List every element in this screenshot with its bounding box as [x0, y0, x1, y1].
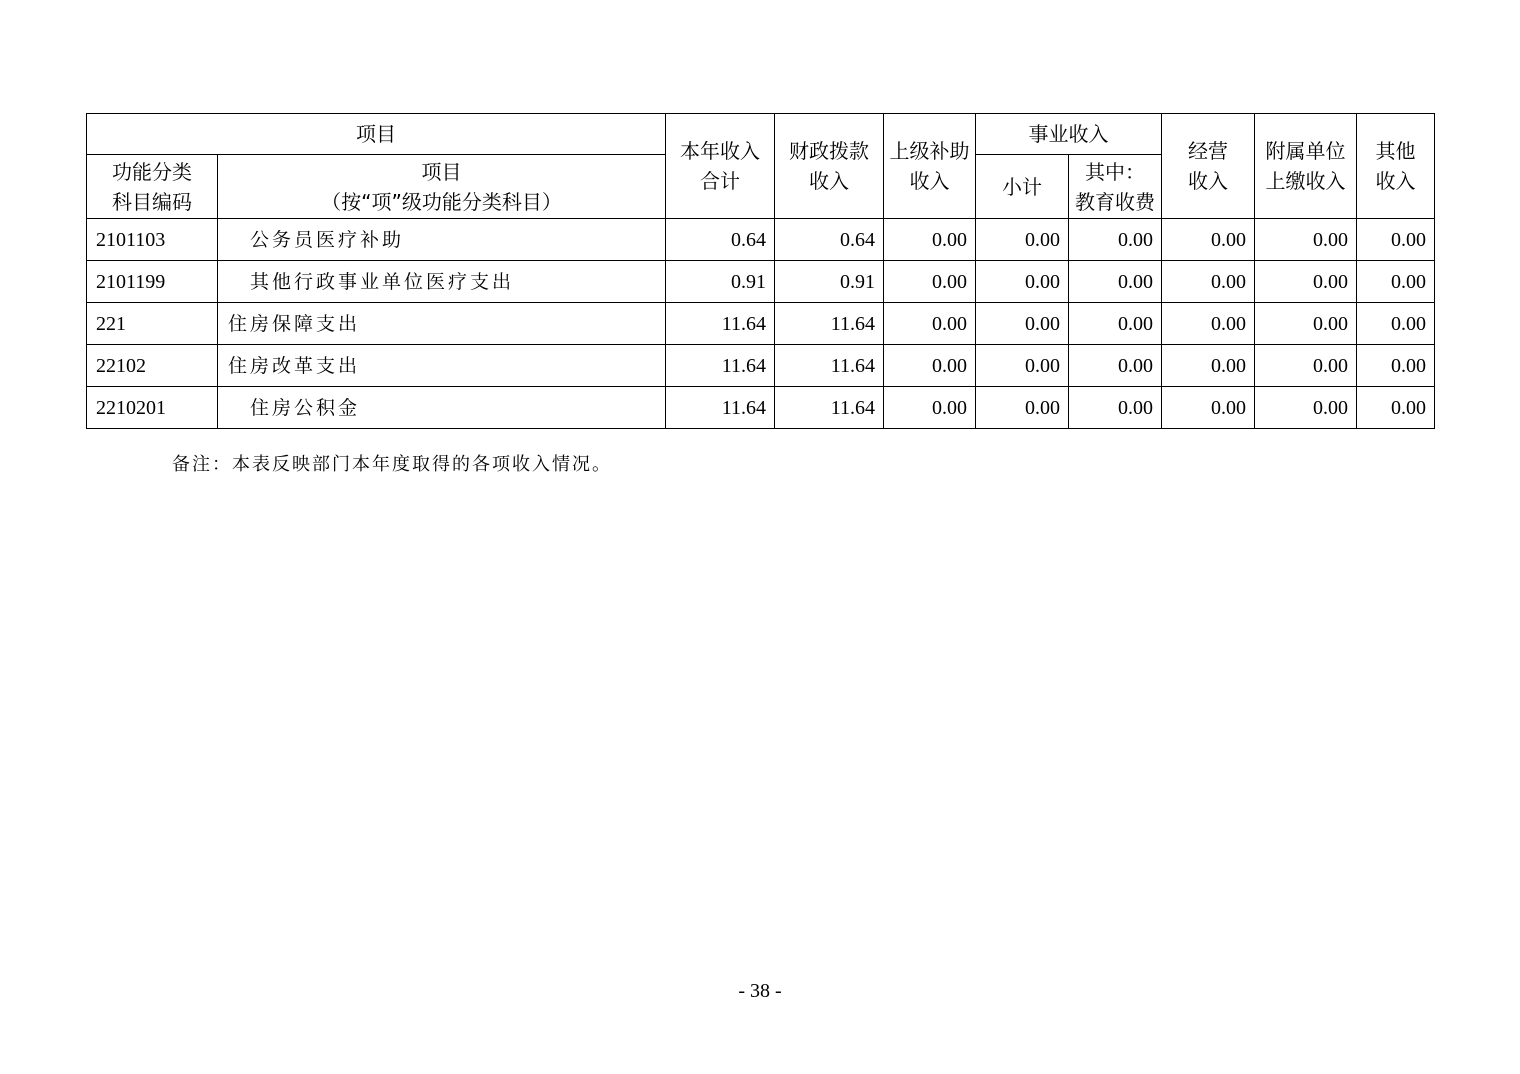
- cell-other: 0.00: [1357, 303, 1435, 345]
- cell-name: 其他行政事业单位医疗支出: [218, 261, 666, 303]
- income-table: [86, 113, 1435, 429]
- header-career-income-group: 事业收入: [976, 114, 1162, 155]
- header-career-subtotal: 小计: [976, 155, 1069, 219]
- cell-total: 11.64: [666, 345, 775, 387]
- header-name-column: 项目 （按“项”级功能分类科目）: [218, 155, 666, 219]
- cell-code: 22102: [87, 345, 218, 387]
- table-body: [87, 219, 1435, 429]
- cell-other: 0.00: [1357, 387, 1435, 429]
- cell-operation: 0.00: [1162, 261, 1255, 303]
- cell-career-edu: 0.00: [1069, 261, 1162, 303]
- cell-career-subtotal: 0.00: [976, 387, 1069, 429]
- cell-affiliate: 0.00: [1255, 219, 1357, 261]
- cell-superior: 0.00: [884, 261, 976, 303]
- header-operation-income: 经营 收入: [1162, 114, 1255, 219]
- cell-total: 11.64: [666, 387, 775, 429]
- cell-superior: 0.00: [884, 387, 976, 429]
- cell-operation: 0.00: [1162, 345, 1255, 387]
- cell-fiscal: 11.64: [775, 387, 884, 429]
- cell-career-edu: 0.00: [1069, 345, 1162, 387]
- table-row: [87, 303, 1435, 345]
- cell-operation: 0.00: [1162, 219, 1255, 261]
- cell-superior: 0.00: [884, 345, 976, 387]
- cell-total: 0.64: [666, 219, 775, 261]
- header-fiscal-income: 财政拨款 收入: [775, 114, 884, 219]
- table-row: [87, 219, 1435, 261]
- table-header: [87, 114, 1435, 219]
- header-affiliate-income: 附属单位 上缴收入: [1255, 114, 1357, 219]
- cell-code: 221: [87, 303, 218, 345]
- cell-fiscal: 11.64: [775, 303, 884, 345]
- cell-affiliate: 0.00: [1255, 387, 1357, 429]
- cell-superior: 0.00: [884, 303, 976, 345]
- cell-career-subtotal: 0.00: [976, 303, 1069, 345]
- header-project-group: 项目: [87, 114, 666, 155]
- cell-name: 住房公积金: [218, 387, 666, 429]
- cell-career-edu: 0.00: [1069, 303, 1162, 345]
- cell-name: 住房保障支出: [218, 303, 666, 345]
- cell-affiliate: 0.00: [1255, 261, 1357, 303]
- cell-affiliate: 0.00: [1255, 303, 1357, 345]
- cell-code: 2210201: [87, 387, 218, 429]
- cell-operation: 0.00: [1162, 303, 1255, 345]
- cell-name: 住房改革支出: [218, 345, 666, 387]
- cell-fiscal: 0.91: [775, 261, 884, 303]
- cell-career-edu: 0.00: [1069, 387, 1162, 429]
- income-table-container: [86, 113, 1435, 429]
- cell-code: 2101199: [87, 261, 218, 303]
- cell-superior: 0.00: [884, 219, 976, 261]
- cell-other: 0.00: [1357, 219, 1435, 261]
- cell-career-subtotal: 0.00: [976, 345, 1069, 387]
- table-row: [87, 387, 1435, 429]
- cell-total: 11.64: [666, 303, 775, 345]
- header-code-column: 功能分类 科目编码: [87, 155, 218, 219]
- cell-other: 0.00: [1357, 261, 1435, 303]
- cell-career-edu: 0.00: [1069, 219, 1162, 261]
- cell-code: 2101103: [87, 219, 218, 261]
- cell-affiliate: 0.00: [1255, 345, 1357, 387]
- header-total-income: 本年收入 合计: [666, 114, 775, 219]
- cell-fiscal: 0.64: [775, 219, 884, 261]
- cell-operation: 0.00: [1162, 387, 1255, 429]
- page-number: - 38 -: [738, 980, 782, 1002]
- header-career-education-fees: 其中： 教育收费: [1069, 155, 1162, 219]
- table-row: [87, 261, 1435, 303]
- header-superior-subsidy: 上级补助 收入: [884, 114, 976, 219]
- cell-fiscal: 11.64: [775, 345, 884, 387]
- cell-total: 0.91: [666, 261, 775, 303]
- cell-career-subtotal: 0.00: [976, 261, 1069, 303]
- table-row: [87, 345, 1435, 387]
- cell-name: 公务员医疗补助: [218, 219, 666, 261]
- table-note: 备注：本表反映部门本年度取得的各项收入情况。: [172, 454, 612, 475]
- cell-career-subtotal: 0.00: [976, 219, 1069, 261]
- header-other-income: 其他 收入: [1357, 114, 1435, 219]
- cell-other: 0.00: [1357, 345, 1435, 387]
